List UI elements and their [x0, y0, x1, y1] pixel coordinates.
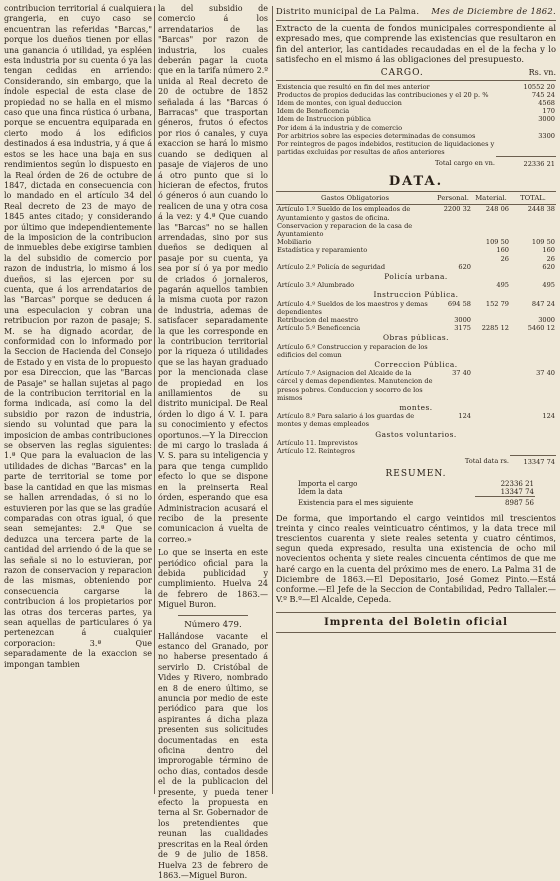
- month-label: Mes de Diciembre de 1862.: [431, 6, 556, 16]
- cargo-row: Existencia que resultó en fin del mes anterior 10552 20: [277, 82, 555, 91]
- section-heading: Correccion Pública.: [374, 360, 458, 370]
- printer-imprint: Imprenta del Boletin oficial: [276, 612, 556, 633]
- data-row: Artículo 2.º Policía de seguridad 620 620: [277, 262, 555, 271]
- notice-text: Hallándose vacante el estanco del Granado, por no haberse presentado á servirlo D. Cristóbal de Vides y Rivero, nombrado en 8 de enero último, se anuncia por medio de este periódico para que los aspirantes á dicha plaza presenten sus solicitudes documentadas en esta oficina dentro del improrogable término de ocho dias, contados desde el de la publicacion del presente, y pueda tener efecto la propuesta en terna al Sr. Gobernador de los pretendientes que reunan las cualidades prescritas en la Real órden de 9 de julio de 1858. Huelva 23 de febrero de 1863.—Miguel Buron.: [158, 631, 268, 880]
- data-header-row: Gastos Obligatorios Personal. Material. TOTAL.: [276, 192, 556, 205]
- resumen-row: Idem la data 13347 74: [298, 488, 534, 497]
- data-table: [276, 191, 556, 466]
- cargo-row: Idem de Beneficencia 170: [277, 107, 555, 116]
- publication-note: Lo que se inserta en este periódico oficial para la debida publicidad y cumplimiento. Huelva 24 de febrero de 1863.—Miguel Buron.: [158, 548, 268, 610]
- rule: [276, 80, 556, 81]
- closing-text: De forma, que importando el cargo veintidos mil trescientos treinta y cinco reales veinticuatro céntimos, y la data trece mil trescientos cuarenta y siete reales setenta y cuatro céntimos, segun queda expresado, resulta una existencia de ocho mil novecientos ochenta y siete reales cincuenta céntimos de que me haré cargo en la cuenta del próximo mes de enero. La Palma 31 de Diciembre de 1863.—El Depositario, José Gomez Pinto.—Está conforme.—El Jefe de la Seccion de Contabilidad, Pedro Tallaler.—V.º B.º—El Alcalde, Cepeda.: [276, 512, 556, 605]
- data-row: Mobiliario 109 50 109 50: [277, 238, 555, 247]
- column-left: [4, 4, 152, 800]
- resumen-title: RESUMEN.: [385, 468, 447, 479]
- cargo-row: Productos de propios deducidas las contribuciones y el 20 p. % 745 24: [277, 90, 555, 99]
- data-title: DATA.: [388, 174, 444, 190]
- data-row: Retribucion del maestro 3000 3000: [277, 316, 555, 324]
- rule: [276, 20, 556, 21]
- resumen-table: [297, 480, 535, 508]
- section-heading: Obras públicas.: [382, 333, 449, 343]
- extract-text: Extracto de la cuenta de fondos municipales correspondiente al expresado mes, que comprende las existencias que resultaron en fin del anterior, las cantidades recaudadas en el de la fecha y lo satisfecho en el mismo á las obligaciones del presupuesto.: [276, 23, 556, 65]
- data-row: Estadística y reparamiento 160 160: [277, 246, 555, 255]
- data-row: Artículo 6.º Construccion y reparacion de los edificios del comun: [277, 342, 428, 359]
- decree-text-part1: contribucion territorial á cualquiera grangeria, en cuyo caso se encuentran las referidas "Barcas," porque los dueños tienen por ellas una ganancia ó utilidad, ya espléen esta industria por su cuenta ó ya las tengan cedidas en arriendo: Considerando, sin embargo, que la índole especial de esta clase de propiedad no se halla en el mismo caso que una finca rústica ó urbana, porque se encuentra equiparada en cierto modo á los edificios destinados á esa industria, y á que á estos se les hace una baja en sus rendimientos según lo dispuesto en la Real órden de 26 de octubre de 1847, dictada en consecuencia con lo mandado en el artículo 34 del Real decreto de 23 de mayo de 1845 antes citado; y considerando por último que independientemente de la imposicion de la contribucion de inmuebles debe exigirse tambien la del subsidio de comercio por razon de industria, lo mismo á los dueños, si las ejercen por su cuenta, que á los arrendatarios de las "Barcas" porque se deducen á una especulacion y cobran una retribucion por razon de pasaje; S. M. se ha dignado acordar, de conformidad con lo informado por la Seccion de Hacienda del Consejo de Estado y en vista de lo propuesto por esa Direccion, que las "Barcas de Pasaje" se hallan sujetas al pago de la contribucion territorial en la forma indicada, así como la del subsidio por razon de industria, siendo su voluntad que para la imposicion de ambas contribuciones se observen las reglas siguientes: 1.ª Que para la evaluacion de las utilidades de dichas "Barcas" en la parte de territorial se tome por base la cantidad en que las mismas se hallen arrendadas, ó si no lo estuvieren por las que se las gradúe comparadas con otras igual, ó que sean semejantes: 2.ª Que se deduzca una tercera parte de la cantidad del arriendo ó de la que se las señale si no lo estuvieran, por razon de conservacion y reparacion de las mismas, obteniendo por consecuencia cargarse la contribucion á los propietarios por las otras dos terceras partes, ya sean aquellas de particulares ó ya pertenezcan á cualquier corporacion: 3.ª Que separadamente de la exaccion se impongan tambien: [4, 4, 152, 669]
- section-heading: Gastos voluntarios.: [375, 429, 457, 439]
- data-row: Artículo 7.º Asignacion del Alcaide de la cárcel y demas dependientes. Manutencion de presos pobres. Conduccion y socorro de los mismos 37 40 37 40: [277, 369, 555, 402]
- cargo-row: Por arbitrios sobre las especies determinadas de consumos 3300: [277, 131, 555, 140]
- cargo-row: Idem de montes, con igual deduccion 4568: [277, 99, 555, 108]
- cargo-row: Por idem á la industria y de comercio: [277, 123, 403, 132]
- cargo-total-row: Total cargo en vn. 22336 21: [276, 156, 556, 168]
- data-row: Artículo 4.º Sueldos de los maestros y demas dependientes 694 58 152 79 847 24: [277, 299, 555, 316]
- cargo-row: Por reintegros de pagos indebidos, restitucion de liquidaciones y partidas excluidas por resultas de años anteriores: [277, 140, 495, 157]
- data-row: 26 26: [500, 254, 555, 263]
- data-row: Artículo 3.º Alumbrado 495 495: [277, 281, 555, 290]
- notice-number: Número 479.: [184, 619, 242, 630]
- resumen-existence-row: Existencia para el mes siguiente 8987 56: [298, 498, 534, 508]
- cargo-table: [276, 83, 556, 169]
- column-divider-2: [272, 6, 273, 794]
- currency-label: Rs. vn.: [528, 67, 556, 77]
- data-row: Artículo 5.º Beneficencia 3175 2285 12 5460 12: [277, 324, 555, 333]
- data-row: Artículo 12. Reintegros: [277, 447, 355, 456]
- cargo-row: Idem de Instruccion pública 3000: [277, 115, 555, 124]
- separator: [178, 615, 248, 616]
- column-divider-1: [154, 6, 155, 794]
- column-middle: [158, 4, 268, 880]
- cargo-title: CARGO.: [380, 67, 424, 78]
- district-name: Distrito municipal de La Palma.: [276, 6, 420, 16]
- data-row: Conservacion y reparacion de la casa de Ayuntamiento: [277, 221, 413, 238]
- column-right: [276, 4, 556, 800]
- section-heading: montes.: [399, 403, 433, 413]
- data-total-row: Total data rs. 13347 74: [464, 457, 555, 466]
- data-row: Artículo 8.º Para salario á los guardas de montes y demas empleados 124 124: [277, 412, 555, 429]
- decree-text-part2: la del subsidio de comercio á los arrendatarios de las "Barcas" por razon de industria, los cuales deberán pagar la cuota que en la tarifa número 2.º unida al Real decreto de 20 de octubre de 1852 señalada á las "Barcas ó Barracas" que trasportan géneros, frutos ó efectos por rios ó canales, y cuya exaccion se hará lo mismo cuando se dediquen al pasaje de viajeros de uno á otro punto que si lo hicieran de efectos, frutos ó géneros ó aun cuando lo realicen de una y otra cosa á la vez: y 4.ª Que cuando las "Barcas" no se hallen arrendadas, sino por sus dueños se dediquen al pasaje por su cuenta, ya sea por sí ó ya por medio de criados ó jornaleros, pagarán aquellos tambien la misma cuota por razon de industria, ademas de satisfacer separadamente la que les corresponde en la contribucion territorial por la riqueza ó utilidades que se las hayan graduado por la mencionada clase de propiedad en los anillamientos de su distrito municipal. De Real órden lo digo á V. I. para su conocimiento y efectos oportunos.—Y la Direccion de mi cargo lo traslada á V. S. para su inteligencia y para que tenga cumplido efecto lo que se dispone en la preinserta Real órden, esperando que esa Administracion acusará el recibo de la presente comunicacion á vuelta de correo.»: [158, 4, 268, 544]
- data-row: Artículo 1.º Sueldo de los empleados de Ayuntamiento y gastos de oficina. 2200 32 248 06 2448 38: [277, 205, 555, 222]
- section-heading: Policía urbana.: [384, 271, 448, 281]
- account-header: [276, 6, 556, 16]
- section-heading: Instruccion Pública.: [373, 290, 459, 300]
- cargo-header: [276, 68, 556, 78]
- resumen-row: Importa el cargo 22336 21: [298, 479, 534, 488]
- data-row: Artículo 11. Imprevistos: [277, 438, 358, 447]
